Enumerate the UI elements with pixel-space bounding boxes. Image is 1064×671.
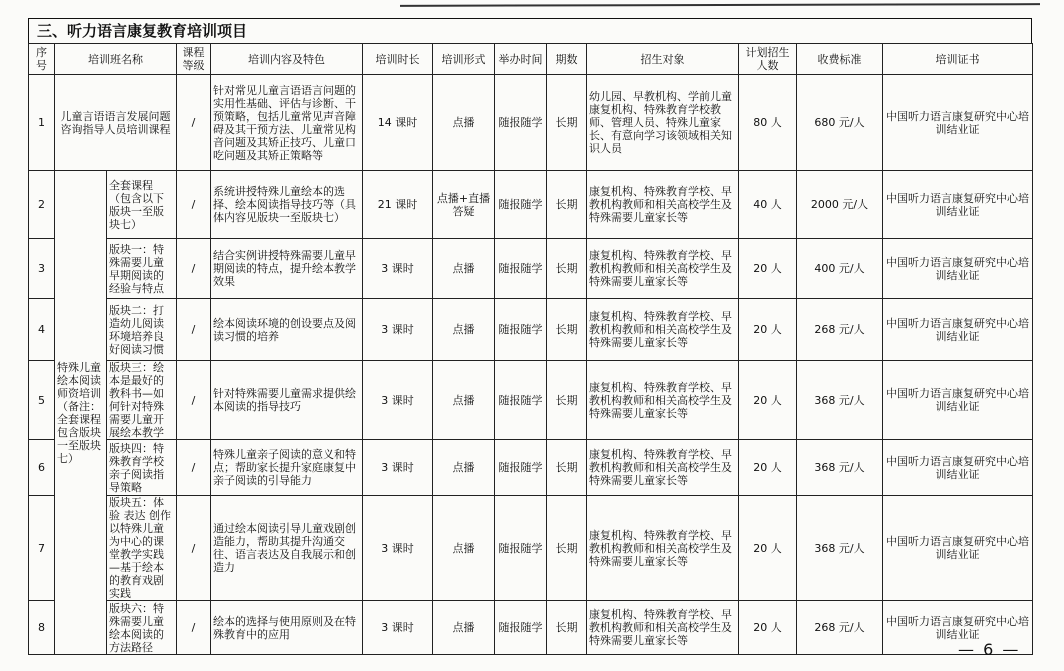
row-duration: 3 课时 xyxy=(363,239,433,299)
row-no: 1 xyxy=(29,75,55,171)
row-content: 针对特殊需要儿童需求提供绘本阅读的指导技巧 xyxy=(211,361,363,440)
row-name: 版块一：特殊需要儿童早期阅读的经验与特点 xyxy=(107,239,177,299)
row-form: 点播 xyxy=(433,440,495,496)
header-time: 举办时间 xyxy=(495,44,547,75)
row-level: / xyxy=(177,299,211,361)
row-count: 40 人 xyxy=(739,171,797,239)
row-content: 系统讲授特殊儿童绘本的选择、绘本阅读指导技巧等（具体内容见版块一至版块七） xyxy=(211,171,363,239)
row-level: / xyxy=(177,601,211,655)
row-count: 20 人 xyxy=(739,496,797,601)
group-name: 特殊儿童绘本阅读师资培训（备注：全套课程包含版块一至版块七） xyxy=(55,171,107,655)
row-fee: 368 元/人 xyxy=(797,496,883,601)
row-duration: 3 课时 xyxy=(363,361,433,440)
row-count: 20 人 xyxy=(739,440,797,496)
row-level: / xyxy=(177,171,211,239)
page-number: — 6 — xyxy=(958,640,1021,659)
row-target: 康复机构、特殊教育学校、早教机构教师和相关高校学生及特殊需要儿童家长等 xyxy=(587,496,739,601)
row-form: 点播+直播答疑 xyxy=(433,171,495,239)
row-duration: 21 课时 xyxy=(363,171,433,239)
row-time: 随报随学 xyxy=(495,361,547,440)
row-duration: 3 课时 xyxy=(363,601,433,655)
row-form: 点播 xyxy=(433,75,495,171)
top-rule xyxy=(400,3,1040,7)
header-duration: 培训时长 xyxy=(363,44,433,75)
row-cert: 中国听力语言康复研究中心培训结业证 xyxy=(883,239,1033,299)
row-period: 长期 xyxy=(547,299,587,361)
header-period: 期数 xyxy=(547,44,587,75)
row-content: 特殊儿童亲子阅读的意义和特点；帮助家长提升家庭康复中亲子阅读的引导能力 xyxy=(211,440,363,496)
row-time: 随报随学 xyxy=(495,171,547,239)
table-row xyxy=(29,299,1033,361)
row-cert: 中国听力语言康复研究中心培训结业证 xyxy=(883,496,1033,601)
row-cert: 中国听力语言康复研究中心培训结业证 xyxy=(883,601,1033,655)
row-no: 7 xyxy=(29,496,55,601)
row-count: 20 人 xyxy=(739,601,797,655)
row-time: 随报随学 xyxy=(495,601,547,655)
row-period: 长期 xyxy=(547,171,587,239)
row-duration: 3 课时 xyxy=(363,496,433,601)
row-content: 通过绘本阅读引导儿童戏剧创造能力，帮助其提升沟通交往、语言表达及自我展示和创造力 xyxy=(211,496,363,601)
header-level: 课程等级 xyxy=(177,44,211,75)
row-no: 8 xyxy=(29,601,55,655)
header-target: 招生对象 xyxy=(587,44,739,75)
row-cert: 中国听力语言康复研究中心培训结业证 xyxy=(883,171,1033,239)
header-row xyxy=(29,44,1033,75)
row-level: / xyxy=(177,239,211,299)
row-form: 点播 xyxy=(433,601,495,655)
row-fee: 268 元/人 xyxy=(797,299,883,361)
row-no: 5 xyxy=(29,361,55,440)
table-row xyxy=(29,239,1033,299)
row-fee: 268 元/人 xyxy=(797,601,883,655)
row-duration: 14 课时 xyxy=(363,75,433,171)
row-count: 20 人 xyxy=(739,361,797,440)
table-row xyxy=(29,601,1033,655)
header-name: 培训班名称 xyxy=(55,44,177,75)
row-time: 随报随学 xyxy=(495,440,547,496)
row-duration: 3 课时 xyxy=(363,440,433,496)
row-name: 版块二：打造幼儿阅读环境培养良好阅读习惯 xyxy=(107,299,177,361)
row-fee: 400 元/人 xyxy=(797,239,883,299)
row-level: / xyxy=(177,496,211,601)
row-time: 随报随学 xyxy=(495,299,547,361)
training-table xyxy=(28,43,1033,655)
row-form: 点播 xyxy=(433,496,495,601)
row-period: 长期 xyxy=(547,361,587,440)
header-form: 培训形式 xyxy=(433,44,495,75)
row-level: / xyxy=(177,440,211,496)
row-name: 版块三：绘本是最好的教科书—如何针对特殊需要儿童开展绘本教学 xyxy=(107,361,177,440)
header-content: 培训内容及特色 xyxy=(211,44,363,75)
row-target: 幼儿园、早教机构、学前儿童康复机构、特殊教育学校教师、管理人员、特殊儿童家长、有意向学习该领域相关知识人员 xyxy=(587,75,739,171)
row-content: 针对常见儿童言语语言问题的实用性基础、评估与诊断、干预策略，包括儿童常见声音障碍及其干预方法、儿童常见构音问题及其矫正技巧、儿童口吃问题及其矫正策略等 xyxy=(211,75,363,171)
row-period: 长期 xyxy=(547,496,587,601)
row-fee: 680 元/人 xyxy=(797,75,883,171)
row-fee: 368 元/人 xyxy=(797,361,883,440)
row-time: 随报随学 xyxy=(495,75,547,171)
row-count: 20 人 xyxy=(739,299,797,361)
header-fee: 收费标准 xyxy=(797,44,883,75)
row-duration: 3 课时 xyxy=(363,299,433,361)
row-level: / xyxy=(177,75,211,171)
row-level: / xyxy=(177,361,211,440)
row-count: 20 人 xyxy=(739,239,797,299)
table-row xyxy=(29,496,1033,601)
row-target: 康复机构、特殊教育学校、早教机构教师和相关高校学生及特殊需要儿童家长等 xyxy=(587,361,739,440)
section-title: 三、听力语言康复教育培训项目 xyxy=(28,18,1032,44)
row-period: 长期 xyxy=(547,239,587,299)
table-row xyxy=(29,75,1033,171)
row-content: 绘本的选择与使用原则及在特殊教育中的应用 xyxy=(211,601,363,655)
header-cert: 培训证书 xyxy=(883,44,1033,75)
row-cert: 中国听力语言康复研究中心培训结业证 xyxy=(883,361,1033,440)
row-no: 3 xyxy=(29,239,55,299)
row-name: 版块六：特殊需要儿童绘本阅读的方法路径 xyxy=(107,601,177,655)
row-period: 长期 xyxy=(547,75,587,171)
row-name: 版块五：体验 表达 创作以特殊儿童为中心的课堂教学实践—基于绘本的教育戏剧实践 xyxy=(107,496,177,601)
row-target: 康复机构、特殊教育学校、早教机构教师和相关高校学生及特殊需要儿童家长等 xyxy=(587,239,739,299)
row-target: 康复机构、特殊教育学校、早教机构教师和相关高校学生及特殊需要儿童家长等 xyxy=(587,299,739,361)
row-name: 全套课程（包含以下版块一至版块七） xyxy=(107,171,177,239)
row-fee: 2000 元/人 xyxy=(797,171,883,239)
row-period: 长期 xyxy=(547,601,587,655)
row-target: 康复机构、特殊教育学校、早教机构教师和相关高校学生及特殊需要儿童家长等 xyxy=(587,440,739,496)
row-count: 80 人 xyxy=(739,75,797,171)
row-target: 康复机构、特殊教育学校、早教机构教师和相关高校学生及特殊需要儿童家长等 xyxy=(587,601,739,655)
row-target: 康复机构、特殊教育学校、早教机构教师和相关高校学生及特殊需要儿童家长等 xyxy=(587,171,739,239)
row-cert: 中国听力语言康复研究中心培训结业证 xyxy=(883,299,1033,361)
row-name: 儿童言语语言发展问题咨询指导人员培训课程 xyxy=(55,75,177,171)
row-content: 结合实例讲授特殊需要儿童早期阅读的特点，提升绘本教学效果 xyxy=(211,239,363,299)
row-time: 随报随学 xyxy=(495,239,547,299)
table-row xyxy=(29,171,1033,239)
row-cert: 中国听力语言康复研究中心培训结业证 xyxy=(883,75,1033,171)
row-name: 版块四：特殊教育学校亲子阅读指导策略 xyxy=(107,440,177,496)
row-form: 点播 xyxy=(433,361,495,440)
row-content: 绘本阅读环境的创设要点及阅读习惯的培养 xyxy=(211,299,363,361)
table-row xyxy=(29,440,1033,496)
row-fee: 368 元/人 xyxy=(797,440,883,496)
row-no: 6 xyxy=(29,440,55,496)
row-form: 点播 xyxy=(433,239,495,299)
row-time: 随报随学 xyxy=(495,496,547,601)
row-no: 2 xyxy=(29,171,55,239)
header-no: 序号 xyxy=(29,44,55,75)
row-form: 点播 xyxy=(433,299,495,361)
row-cert: 中国听力语言康复研究中心培训结业证 xyxy=(883,440,1033,496)
table-row xyxy=(29,361,1033,440)
header-count: 计划招生人数 xyxy=(739,44,797,75)
row-no: 4 xyxy=(29,299,55,361)
row-period: 长期 xyxy=(547,440,587,496)
